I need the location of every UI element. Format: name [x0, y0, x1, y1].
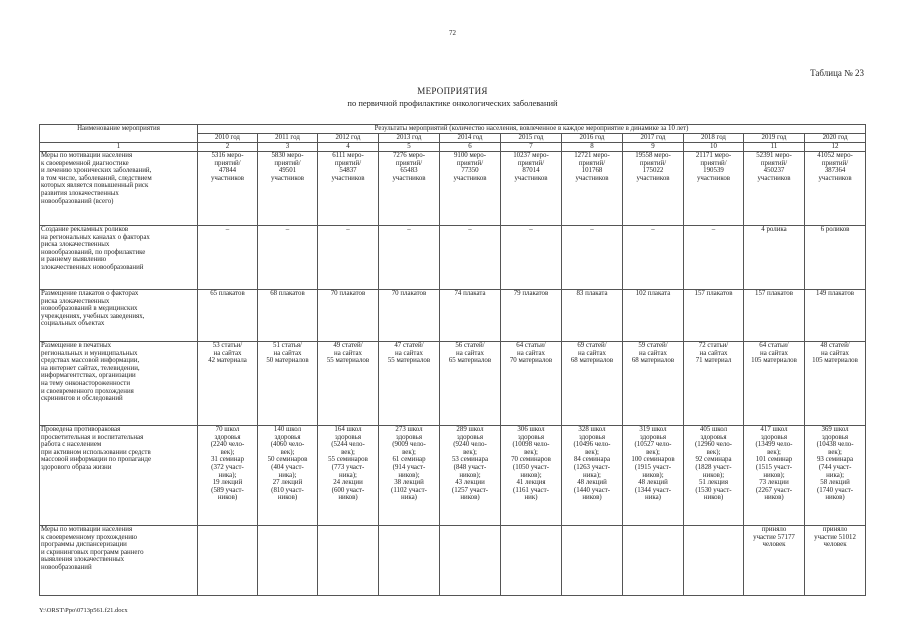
header-year: 2012 год: [318, 134, 379, 143]
column-index: 1: [40, 143, 198, 152]
result-cell: 64 статьи/ на сайтах 105 материалов: [744, 342, 805, 426]
result-cell: 289 школ здоровья (9240 чело- век); 53 семинара (848 участ- ников); 43 лекции (1257 участ- ников): [440, 426, 501, 526]
table-row: [40, 526, 866, 596]
header-year: 2017 год: [623, 134, 684, 143]
table-row: [40, 152, 866, 226]
document-subtitle: по первичной профилактике онкологических заболеваний: [347, 98, 558, 108]
header-year: 2018 год: [684, 134, 744, 143]
result-cell: 19558 меро- приятий/ 175022 участников: [623, 152, 684, 226]
column-index: 12: [805, 143, 866, 152]
header-year: 2019 год: [744, 134, 805, 143]
result-cell: 328 школ здоровья (10496 чело- век); 84 семинара (1263 участ- ника); 48 лекций (1440 участ- ников): [562, 426, 623, 526]
header-name-column: Наименование мероприятия: [40, 125, 198, 143]
measure-name: Размещение в печатных региональных и муниципальных средствах массовой информации, на интернет сайтах, телевидении, информагентствах, организации на тему онконастороженности и своевременного прохождения скринингов и обследований: [40, 342, 198, 426]
result-cell: 102 плаката: [623, 290, 684, 342]
result-cell: [501, 526, 562, 596]
result-cell: 273 школ здоровья (9009 чело- век); 61 семинар (914 участ- ников); 38 лекций (1102 участ- ника): [379, 426, 440, 526]
result-cell: –: [379, 226, 440, 290]
result-cell: 68 плакатов: [258, 290, 318, 342]
result-cell: –: [258, 226, 318, 290]
document-title: МЕРОПРИЯТИЯ: [417, 86, 488, 96]
measure-name: Меры по мотивации населения к своевременной диагностике и лечению хронических заболеваний, в том числе, заболеваний, следствием которых является повышенный риск развития злокачественных новообразований (всего): [40, 152, 198, 226]
measure-name: Проведена противораковая просветительная и воспитательная работа с населением при активном использовании средств массовой информации по пропаганде здорового образа жизни: [40, 426, 198, 526]
result-cell: 51 статья/ на сайтах 50 материалов: [258, 342, 318, 426]
header-year: 2014 год: [440, 134, 501, 143]
column-index: 7: [501, 143, 562, 152]
result-cell: 319 школ здоровья (10527 чело- век); 100 семинаров (1915 участ- ников); 48 лекций (1344 участ- ника): [623, 426, 684, 526]
result-cell: 49 статей/ на сайтах 55 материалов: [318, 342, 379, 426]
result-cell: 306 школ здоровья (10098 чело- век); 70 семинаров (1050 участ- ников); 41 лекция (1161 участ- ник): [501, 426, 562, 526]
result-cell: –: [440, 226, 501, 290]
header-year: 2013 год: [379, 134, 440, 143]
column-index: 2: [198, 143, 258, 152]
result-cell: приняло участие 51012 человек: [805, 526, 866, 596]
result-cell: 149 плакатов: [805, 290, 866, 342]
measure-name: Создание рекламных роликов на региональных каналах о факторах риска злокачественных новообразований, по профилактике и раннему выявлению злокачественных новообразований: [40, 226, 198, 290]
result-cell: [318, 526, 379, 596]
result-cell: 12721 меро- приятий/ 101768 участников: [562, 152, 623, 226]
column-index: 8: [562, 143, 623, 152]
header-results-column: Результаты мероприятий (количество населения, вовлеченное в каждое мероприятие в динамике за 10 лет): [198, 125, 866, 134]
result-cell: [379, 526, 440, 596]
result-cell: 5830 меро- приятий/ 49501 участников: [258, 152, 318, 226]
column-index: 10: [684, 143, 744, 152]
measures-table: [39, 124, 866, 596]
result-cell: 7276 меро- приятий/ 65483 участников: [379, 152, 440, 226]
result-cell: 56 статей/ на сайтах 65 материалов: [440, 342, 501, 426]
result-cell: –: [562, 226, 623, 290]
table-row: [40, 226, 866, 290]
result-cell: [562, 526, 623, 596]
result-cell: 65 плакатов: [198, 290, 258, 342]
column-index: 6: [440, 143, 501, 152]
table-row: [40, 342, 866, 426]
result-cell: 59 статей/ на сайтах 68 материалов: [623, 342, 684, 426]
result-cell: приняло участие 57177 человек: [744, 526, 805, 596]
result-cell: 70 плакатов: [318, 290, 379, 342]
column-index: 11: [744, 143, 805, 152]
result-cell: 83 плаката: [562, 290, 623, 342]
result-cell: 10237 меро- приятий/ 87014 участников: [501, 152, 562, 226]
result-cell: 164 школ здоровья (5244 чело- век); 55 семинаров (773 участ- ника); 24 лекции (600 участ- ников): [318, 426, 379, 526]
measure-name: Меры по мотивации населения к своевременному прохождению программы диспансеризации и скрининговых программ раннего выявления злокачественных новообразований: [40, 526, 198, 596]
header-year: 2011 год: [258, 134, 318, 143]
column-index-row: [40, 143, 866, 152]
result-cell: 74 плаката: [440, 290, 501, 342]
file-path-footer: Y:\ORST\Ppo\0713p561.f21.docx: [39, 607, 128, 614]
result-cell: 417 школ здоровья (13499 чело- век); 101 семинар (1515 участ- ников); 73 лекции (2267 участ- ников): [744, 426, 805, 526]
column-index: 3: [258, 143, 318, 152]
result-cell: 6111 меро- приятий/ 54837 участников: [318, 152, 379, 226]
result-cell: 157 плакатов: [744, 290, 805, 342]
column-index: 5: [379, 143, 440, 152]
result-cell: 140 школ здоровья (4060 чело- век); 50 семинаров (404 участ- ника); 27 лекций (810 участ- ников): [258, 426, 318, 526]
result-cell: 79 плакатов: [501, 290, 562, 342]
result-cell: 21171 меро- приятий/ 190539 участников: [684, 152, 744, 226]
result-cell: –: [623, 226, 684, 290]
result-cell: 6 роликов: [805, 226, 866, 290]
result-cell: [258, 526, 318, 596]
result-cell: 64 статьи/ на сайтах 70 материалов: [501, 342, 562, 426]
result-cell: –: [684, 226, 744, 290]
result-cell: 72 статьи/ на сайтах 71 материал: [684, 342, 744, 426]
result-cell: [623, 526, 684, 596]
header-year: 2020 год: [805, 134, 866, 143]
result-cell: [198, 526, 258, 596]
result-cell: 48 статей/ на сайтах 105 материалов: [805, 342, 866, 426]
table-row: [40, 290, 866, 342]
result-cell: 70 школ здоровья (2240 чело- век); 31 семинар (372 участ- ника); 19 лекций (589 участ- ников): [198, 426, 258, 526]
result-cell: 41052 меро- приятий/ 387364 участников: [805, 152, 866, 226]
result-cell: 52391 меро- приятий/ 450237 участников: [744, 152, 805, 226]
header-year: 2010 год: [198, 134, 258, 143]
header-year: 2015 год: [501, 134, 562, 143]
result-cell: 70 плакатов: [379, 290, 440, 342]
column-index: 4: [318, 143, 379, 152]
result-cell: 53 статьи/ на сайтах 42 материала: [198, 342, 258, 426]
result-cell: [684, 526, 744, 596]
result-cell: 157 плакатов: [684, 290, 744, 342]
result-cell: 405 школ здоровья (12960 чело- век); 92 семинара (1828 участ- ников); 51 лекция (1530 участ- ников): [684, 426, 744, 526]
result-cell: [440, 526, 501, 596]
result-cell: –: [501, 226, 562, 290]
result-cell: 369 школ здоровья (10438 чело- век); 93 семинара (744 участ- ника); 58 лекций (1740 участ- ников): [805, 426, 866, 526]
header-year: 2016 год: [562, 134, 623, 143]
page-number: 72: [449, 29, 456, 37]
result-cell: 9100 меро- приятий/ 77350 участников: [440, 152, 501, 226]
table-row: [40, 426, 866, 526]
measure-name: Размещение плакатов о факторах риска злокачественных новообразований в медицинских учреждениях, учебных заведениях, социальных объектах: [40, 290, 198, 342]
table-number: Таблица № 23: [810, 68, 864, 78]
result-cell: –: [318, 226, 379, 290]
column-index: 9: [623, 143, 684, 152]
result-cell: 69 статей/ на сайтах 68 материалов: [562, 342, 623, 426]
result-cell: 4 ролика: [744, 226, 805, 290]
result-cell: 47 статей/ на сайтах 55 материалов: [379, 342, 440, 426]
result-cell: –: [198, 226, 258, 290]
result-cell: 5316 меро- приятий/ 47844 участников: [198, 152, 258, 226]
